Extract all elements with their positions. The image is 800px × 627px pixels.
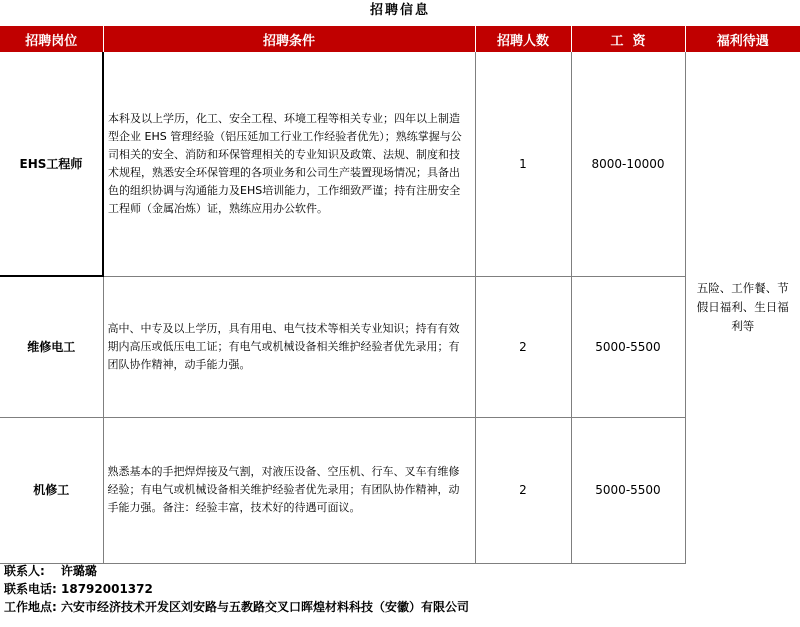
work-location-label: 工作地点: — [4, 600, 57, 614]
salary-cell: 5000-5500 — [571, 417, 685, 563]
contact-person — [4, 563, 97, 580]
contact-phone — [4, 581, 153, 598]
table-header-row — [0, 26, 800, 52]
header-position: 招聘岗位 — [0, 26, 103, 52]
work-location — [4, 599, 469, 616]
position-cell: 维修电工 — [0, 276, 103, 417]
count-cell: 2 — [475, 276, 571, 417]
recruitment-table — [0, 26, 800, 564]
salary-cell: 8000-10000 — [571, 52, 685, 276]
contact-phone-number: 18792001372 — [61, 582, 153, 596]
conditions-cell: 高中、中专及以上学历，具有用电、电气技术等相关专业知识；持有有效期内高压或低压电工证；有电气或机械设备相关维护经验者优先录用；有团队协作精神，动手能力强。 — [103, 276, 475, 417]
count-cell: 2 — [475, 417, 571, 563]
table-row — [0, 276, 800, 417]
contact-phone-label: 联系电话: — [4, 582, 57, 596]
header-conditions: 招聘条件 — [103, 26, 475, 52]
position-cell: 机修工 — [0, 417, 103, 563]
page-title: 招聘信息 — [369, 3, 430, 18]
contact-person-name: 许璐璐 — [60, 564, 97, 578]
header-salary: 工 资 — [571, 26, 685, 52]
position-cell: EHS工程师 — [0, 52, 103, 276]
header-count: 招聘人数 — [475, 26, 571, 52]
table-row — [0, 52, 800, 276]
salary-cell: 5000-5500 — [571, 276, 685, 417]
conditions-cell: 本科及以上学历，化工、安全工程、环境工程等相关专业；四年以上制造型企业 EHS 管理经验（铝压延加工行业工作经验者优先）；熟练掌握与公司相关的安全、消防和环保管理相关的专业知识及政策、法规、制度和技术规程，熟悉安全环保管理的各项业务和公司生产装置现场情况；具备出色的组织协调与沟通能力及EHS培训能力，工作细致严谨；持有注册安全工程师（金属冶炼）证，熟练应用办公软件。 — [103, 52, 475, 276]
header-benefits: 福利待遇 — [685, 26, 800, 52]
benefits-cell: 五险、工作餐、节假日福利、生日福利等 — [696, 281, 789, 333]
contact-person-label: 联系人: — [4, 564, 45, 578]
conditions-cell: 熟悉基本的手把焊焊接及气割，对液压设备、空压机、行车、叉车有维修经验；有电气或机械设备相关维护经验者优先录用；有团队协作精神，动手能力强。备注：经验丰富，技术好的待遇可面议。 — [103, 417, 475, 563]
count-cell: 1 — [475, 52, 571, 276]
work-location-address: 六安市经济技术开发区刘安路与五教路交叉口晖煌材料科技（安徽）有限公司 — [61, 600, 470, 614]
table-row — [0, 417, 800, 563]
